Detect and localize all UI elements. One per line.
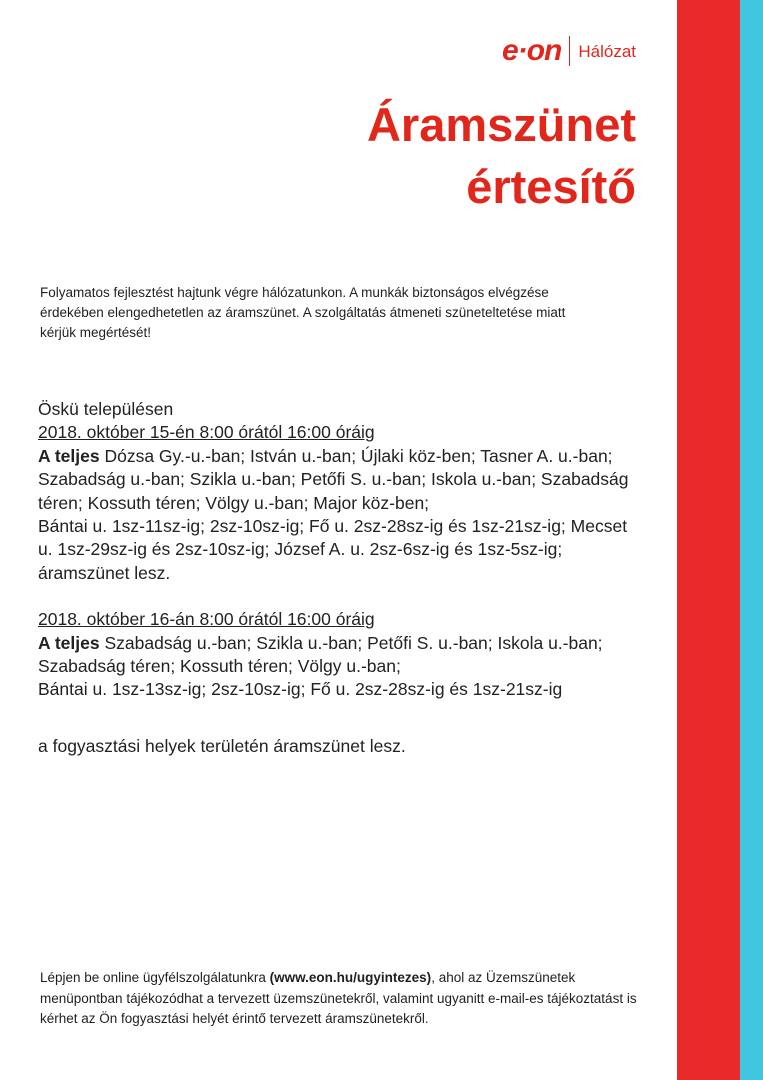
- section1-closing: áramszünet lesz.: [38, 562, 171, 583]
- section2-street-list: Szabadság u.-ban; Szikla u.-ban; Petőfi S. u.-ban; Iskola u.-ban; Szabadság téren; Kossuth téren; Völgy u.-ban;: [38, 632, 603, 677]
- footer-text-before: Lépjen be online ügyfélszolgálatunkra: [40, 970, 270, 985]
- red-side-stripe: [677, 0, 740, 1080]
- section2-partial: Bántai u. 1sz-13sz-ig; 2sz-10sz-ig; Fő u. 2sz-28sz-ig és 1sz-21sz-ig: [38, 679, 563, 700]
- logo-divider: [569, 36, 570, 66]
- title-line-1: Áramszünet: [366, 98, 636, 151]
- section1-streets: [38, 445, 638, 515]
- section2-streets: [38, 632, 638, 679]
- section1-date: 2018. október 15-én 8:00 órától 16:00 óráig: [38, 422, 375, 443]
- section2-prefix: A teljes: [38, 632, 100, 653]
- footer-link[interactable]: (www.eon.hu/ugyintezes): [269, 970, 432, 985]
- logo-subtitle: Hálózat: [578, 41, 636, 61]
- section2-closing: a fogyasztási helyek területén áramszünet lesz.: [38, 735, 406, 756]
- location-line: Öskü településen: [38, 399, 174, 419]
- footer-text-after: , ahol az Üzemszünetek menüpontban tájékozódhat a tervezett üzemszünetekről, valamint ugyanitt e-mail-es tájékoztatást is kérhet az Ön fogyasztási helyét érintő tervezett áramszünetekről.: [40, 970, 637, 1026]
- section1-street-list: Dózsa Gy.-u.-ban; István u.-ban; Újlaki köz-ben; Tasner A. u.-ban; Szabadság u.-ban; Szikla u.-ban; Petőfi S. u.-ban; Iskola u.-ban; Szabadság téren; Kossuth téren; Völgy u.-ban; Major köz-ben;: [38, 445, 629, 513]
- section1-prefix: A teljes: [38, 445, 100, 466]
- page-title: [367, 94, 636, 218]
- footer-note: [40, 968, 652, 1030]
- cyan-side-stripe: [740, 0, 763, 1080]
- section1-partial: Bántai u. 1sz-11sz-ig; 2sz-10sz-ig; Fő u. 2sz-28sz-ig és 1sz-21sz-ig; Mecset u. 1sz-29sz-ig és 2sz-10sz-ig; József A. u. 2sz-6sz-ig és 1sz-5sz-ig;: [38, 516, 628, 560]
- eon-logo: [502, 36, 636, 66]
- notice-body: [38, 398, 638, 758]
- section2-date: 2018. október 16-án 8:00 órától 16:00 óráig: [38, 609, 375, 630]
- intro-paragraph: Folyamatos fejlesztést hajtunk végre hálózatunkon. A munkák biztonságos elvégzése érdekében elengedhetetlen az áramszünet. A szolgáltatás átmeneti szüneteltetése miatt kérjük megértését!: [40, 285, 566, 340]
- eon-logo-wordmark: e·on: [502, 34, 562, 67]
- title-line-2: értesítő: [466, 160, 636, 214]
